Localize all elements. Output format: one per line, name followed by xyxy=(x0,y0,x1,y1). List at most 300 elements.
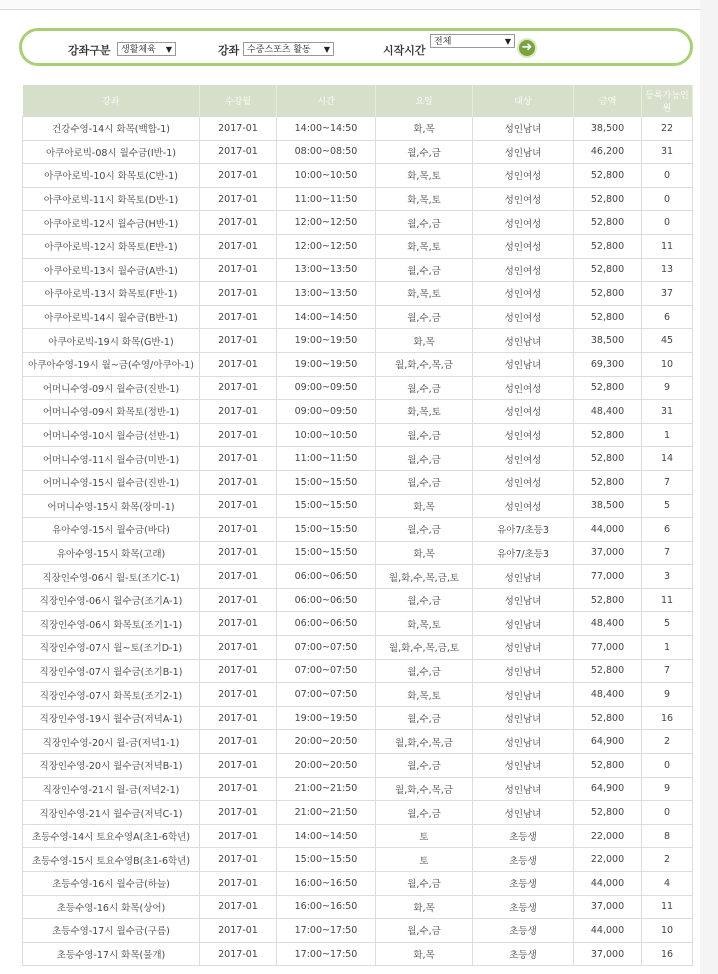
table-row[interactable] xyxy=(23,801,693,825)
cell-available: 11 xyxy=(642,234,693,258)
cell-target: 성인남녀 xyxy=(473,140,574,164)
cell-days: 월,수,금 xyxy=(376,140,473,164)
cell-course[interactable]: 아쿠아로빅-14시 월수금(B반-1) xyxy=(23,305,200,329)
cell-days: 화,목 xyxy=(376,494,473,518)
cell-days: 화,목,토 xyxy=(376,683,473,707)
cell-target: 성인남녀 xyxy=(473,636,574,660)
cell-course[interactable]: 아쿠아수영-19시 월~금(수영/아쿠아-1) xyxy=(23,352,200,376)
table-row[interactable] xyxy=(23,541,693,565)
cell-available: 11 xyxy=(642,588,693,612)
cell-month: 2017-01 xyxy=(200,541,277,565)
cell-time: 19:00~19:50 xyxy=(277,329,376,353)
cell-target: 성인남녀 xyxy=(473,706,574,730)
cell-month: 2017-01 xyxy=(200,801,277,825)
cell-month: 2017-01 xyxy=(200,754,277,778)
search-panel xyxy=(19,28,693,66)
cell-course[interactable]: 직장인수영-21시 월수금(저녁C-1) xyxy=(23,801,200,825)
cell-available: 16 xyxy=(642,942,693,966)
cell-price: 52,800 xyxy=(574,754,642,778)
cell-available: 9 xyxy=(642,376,693,400)
cell-month: 2017-01 xyxy=(200,824,277,848)
cell-course[interactable]: 아쿠아로빅-12시 월수금(H반-1) xyxy=(23,211,200,235)
cell-time: 21:00~21:50 xyxy=(277,801,376,825)
cell-time: 13:00~13:50 xyxy=(277,258,376,282)
cell-time: 21:00~21:50 xyxy=(277,777,376,801)
cell-course[interactable]: 어머니수영-15시 월수금(진반-1) xyxy=(23,470,200,494)
table-row[interactable] xyxy=(23,258,693,282)
browser-top-edge xyxy=(0,0,700,10)
col-header-days: 요일 xyxy=(376,85,473,117)
cell-time: 08:00~08:50 xyxy=(277,140,376,164)
table-row[interactable] xyxy=(23,305,693,329)
cell-days: 월,수,금 xyxy=(376,659,473,683)
cell-month: 2017-01 xyxy=(200,329,277,353)
cell-time: 07:00~07:50 xyxy=(277,636,376,660)
cell-month: 2017-01 xyxy=(200,494,277,518)
cell-target: 성인남녀 xyxy=(473,117,574,141)
cell-days: 월,수,금 xyxy=(376,588,473,612)
cell-price: 22,000 xyxy=(574,848,642,872)
table-row[interactable] xyxy=(23,612,693,636)
cell-time: 19:00~19:50 xyxy=(277,706,376,730)
category-label: 강좌구분 xyxy=(68,44,111,57)
cell-available: 1 xyxy=(642,423,693,447)
cell-target: 성인여성 xyxy=(473,376,574,400)
table-row[interactable] xyxy=(23,447,693,471)
cell-target: 성인여성 xyxy=(473,470,574,494)
cell-course[interactable]: 아쿠아로빅-08시 월수금(I반-1) xyxy=(23,140,200,164)
cell-available: 31 xyxy=(642,400,693,424)
cell-price: 48,400 xyxy=(574,683,642,707)
cell-price: 46,200 xyxy=(574,140,642,164)
cell-price: 52,800 xyxy=(574,447,642,471)
cell-month: 2017-01 xyxy=(200,470,277,494)
cell-days: 월,수,금 xyxy=(376,376,473,400)
col-header-price: 금액 xyxy=(574,85,642,117)
cell-available: 0 xyxy=(642,801,693,825)
cell-time: 14:00~14:50 xyxy=(277,305,376,329)
category-select[interactable] xyxy=(117,42,176,56)
cell-price: 52,800 xyxy=(574,376,642,400)
cell-available: 0 xyxy=(642,187,693,211)
cell-course[interactable]: 초등수영-15시 토요수영B(초1-6학년) xyxy=(23,848,200,872)
cell-time: 06:00~06:50 xyxy=(277,588,376,612)
start-time-select-value: 전체 xyxy=(434,37,452,47)
cell-days: 화,목 xyxy=(376,117,473,141)
cell-month: 2017-01 xyxy=(200,305,277,329)
cell-course[interactable]: 직장인수영-07시 화목토(조기2-1) xyxy=(23,683,200,707)
cell-days: 화,목,토 xyxy=(376,164,473,188)
table-row[interactable] xyxy=(23,777,693,801)
col-header-course: 강좌 xyxy=(23,85,200,117)
cell-month: 2017-01 xyxy=(200,234,277,258)
cell-month: 2017-01 xyxy=(200,942,277,966)
cell-time: 20:00~20:50 xyxy=(277,754,376,778)
cell-month: 2017-01 xyxy=(200,919,277,943)
table-row[interactable] xyxy=(23,659,693,683)
cell-month: 2017-01 xyxy=(200,895,277,919)
table-row[interactable] xyxy=(23,754,693,778)
cell-time: 20:00~20:50 xyxy=(277,730,376,754)
cell-available: 16 xyxy=(642,706,693,730)
cell-available: 9 xyxy=(642,683,693,707)
cell-target: 성인여성 xyxy=(473,423,574,447)
cell-days: 화,목,토 xyxy=(376,234,473,258)
cell-time: 15:00~15:50 xyxy=(277,470,376,494)
table-row[interactable] xyxy=(23,470,693,494)
cell-time: 17:00~17:50 xyxy=(277,919,376,943)
cell-course[interactable]: 건강수영-14시 화목(백합-1) xyxy=(23,117,200,141)
cell-available: 8 xyxy=(642,824,693,848)
cell-time: 15:00~15:50 xyxy=(277,848,376,872)
cell-available: 37 xyxy=(642,282,693,306)
cell-price: 52,800 xyxy=(574,164,642,188)
chevron-down-icon: ▼ xyxy=(323,45,330,54)
cell-target: 성인남녀 xyxy=(473,329,574,353)
cell-course[interactable]: 아쿠아로빅-19시 화목(G반-1) xyxy=(23,329,200,353)
category-select-value: 생활체육 xyxy=(121,45,156,55)
cell-target: 성인남녀 xyxy=(473,612,574,636)
table-row[interactable] xyxy=(23,211,693,235)
cell-target: 성인남녀 xyxy=(473,588,574,612)
table-row[interactable] xyxy=(23,187,693,211)
cell-month: 2017-01 xyxy=(200,518,277,542)
cell-days: 화,목,토 xyxy=(376,187,473,211)
cell-days: 월,수,금 xyxy=(376,919,473,943)
cell-month: 2017-01 xyxy=(200,706,277,730)
cell-price: 52,800 xyxy=(574,211,642,235)
cell-price: 52,800 xyxy=(574,258,642,282)
table-header-row xyxy=(23,85,693,117)
cell-available: 31 xyxy=(642,140,693,164)
cell-price: 52,800 xyxy=(574,305,642,329)
start-time-select[interactable] xyxy=(430,34,515,48)
cell-target: 성인남녀 xyxy=(473,777,574,801)
cell-days: 화,목,토 xyxy=(376,400,473,424)
cell-time: 14:00~14:50 xyxy=(277,824,376,848)
cell-days: 월,화,수,목,금 xyxy=(376,352,473,376)
cell-month: 2017-01 xyxy=(200,211,277,235)
col-header-time: 시간 xyxy=(277,85,376,117)
table-row[interactable] xyxy=(23,518,693,542)
col-header-month: 수강월 xyxy=(200,85,277,117)
cell-course[interactable]: 어머니수영-11시 월수금(미반-1) xyxy=(23,447,200,471)
cell-month: 2017-01 xyxy=(200,117,277,141)
cell-month: 2017-01 xyxy=(200,423,277,447)
cell-days: 월,수,금 xyxy=(376,872,473,896)
cell-available: 4 xyxy=(642,872,693,896)
cell-month: 2017-01 xyxy=(200,376,277,400)
cell-price: 37,000 xyxy=(574,942,642,966)
cell-month: 2017-01 xyxy=(200,258,277,282)
cell-price: 38,500 xyxy=(574,329,642,353)
search-go-button[interactable] xyxy=(517,38,537,58)
cell-time: 11:00~11:50 xyxy=(277,447,376,471)
cell-available: 13 xyxy=(642,258,693,282)
cell-course[interactable]: 초등수영-17시 월수금(구름) xyxy=(23,919,200,943)
cell-course[interactable]: 어머니수영-15시 화목(장미-1) xyxy=(23,494,200,518)
cell-course[interactable]: 어머니수영-09시 화목토(정반-1) xyxy=(23,400,200,424)
cell-days: 월,수,금 xyxy=(376,754,473,778)
cell-available: 3 xyxy=(642,565,693,589)
cell-course[interactable]: 직장인수영-20시 월-금(저녁1-1) xyxy=(23,730,200,754)
cell-price: 77,000 xyxy=(574,565,642,589)
cell-time: 10:00~10:50 xyxy=(277,423,376,447)
cell-course[interactable]: 초등수영-16시 화목(상어) xyxy=(23,895,200,919)
cell-month: 2017-01 xyxy=(200,777,277,801)
cell-course[interactable]: 직장인수영-07시 월~토(조기D-1) xyxy=(23,636,200,660)
cell-month: 2017-01 xyxy=(200,164,277,188)
cell-month: 2017-01 xyxy=(200,659,277,683)
table-row[interactable] xyxy=(23,376,693,400)
start-time-label: 시작시간 xyxy=(383,44,426,57)
cell-month: 2017-01 xyxy=(200,636,277,660)
cell-available: 14 xyxy=(642,447,693,471)
cell-days: 월,수,금 xyxy=(376,447,473,471)
cell-target: 성인여성 xyxy=(473,258,574,282)
col-header-available: 등록가능인원 xyxy=(642,85,693,117)
cell-course[interactable]: 어머니수영-10시 월수금(선반-1) xyxy=(23,423,200,447)
cell-available: 22 xyxy=(642,117,693,141)
cell-month: 2017-01 xyxy=(200,447,277,471)
cell-price: 69,300 xyxy=(574,352,642,376)
cell-course[interactable]: 직장인수영-21시 월-금(저녁2-1) xyxy=(23,777,200,801)
table-row[interactable] xyxy=(23,164,693,188)
cell-target: 성인여성 xyxy=(473,234,574,258)
cell-available: 10 xyxy=(642,352,693,376)
col-header-target: 대상 xyxy=(473,85,574,117)
cell-days: 월,수,금 xyxy=(376,518,473,542)
table-row[interactable] xyxy=(23,234,693,258)
cell-target: 성인남녀 xyxy=(473,730,574,754)
table-body xyxy=(23,117,693,966)
cell-days: 화,목,토 xyxy=(376,612,473,636)
course-label: 강좌 xyxy=(218,44,240,57)
cell-time: 10:00~10:50 xyxy=(277,164,376,188)
cell-target: 성인남녀 xyxy=(473,683,574,707)
cell-days: 월,수,금 xyxy=(376,423,473,447)
cell-time: 06:00~06:50 xyxy=(277,612,376,636)
cell-days: 토 xyxy=(376,824,473,848)
cell-target: 성인여성 xyxy=(473,494,574,518)
cell-month: 2017-01 xyxy=(200,683,277,707)
course-table xyxy=(22,85,693,966)
cell-available: 6 xyxy=(642,518,693,542)
cell-time: 11:00~11:50 xyxy=(277,187,376,211)
cell-time: 09:00~09:50 xyxy=(277,376,376,400)
cell-course[interactable]: 아쿠아로빅-13시 월수금(A반-1) xyxy=(23,258,200,282)
cell-price: 37,000 xyxy=(574,895,642,919)
cell-course[interactable]: 직장인수영-06시 월-토(조기C-1) xyxy=(23,565,200,589)
cell-price: 52,800 xyxy=(574,187,642,211)
cell-days: 화,목,토 xyxy=(376,282,473,306)
cell-target: 초등생 xyxy=(473,872,574,896)
cell-available: 5 xyxy=(642,612,693,636)
table-row[interactable] xyxy=(23,895,693,919)
cell-price: 48,400 xyxy=(574,612,642,636)
cell-days: 월,수,금 xyxy=(376,258,473,282)
cell-price: 44,000 xyxy=(574,518,642,542)
cell-available: 10 xyxy=(642,919,693,943)
course-select-value: 수중스포츠 활동 xyxy=(247,45,311,55)
cell-price: 52,800 xyxy=(574,234,642,258)
cell-available: 7 xyxy=(642,470,693,494)
cell-time: 17:00~17:50 xyxy=(277,942,376,966)
cell-target: 성인여성 xyxy=(473,164,574,188)
table-row[interactable] xyxy=(23,282,693,306)
cell-days: 월,화,수,목,금 xyxy=(376,730,473,754)
cell-course[interactable]: 직장인수영-07시 월수금(조기B-1) xyxy=(23,659,200,683)
cell-target: 성인남녀 xyxy=(473,754,574,778)
cell-available: 0 xyxy=(642,211,693,235)
table-row[interactable] xyxy=(23,352,693,376)
cell-time: 15:00~15:50 xyxy=(277,494,376,518)
cell-month: 2017-01 xyxy=(200,282,277,306)
cell-days: 월,화,수,목,금,토 xyxy=(376,636,473,660)
cell-target: 초등생 xyxy=(473,919,574,943)
cell-course[interactable]: 아쿠아로빅-10시 화목토(C반-1) xyxy=(23,164,200,188)
cell-time: 19:00~19:50 xyxy=(277,352,376,376)
cell-available: 45 xyxy=(642,329,693,353)
table-row[interactable] xyxy=(23,872,693,896)
cell-time: 07:00~07:50 xyxy=(277,683,376,707)
cell-target: 성인여성 xyxy=(473,447,574,471)
cell-days: 월,화,수,목,금,토 xyxy=(376,565,473,589)
cell-target: 성인여성 xyxy=(473,211,574,235)
cell-target: 성인여성 xyxy=(473,305,574,329)
cell-time: 16:00~16:50 xyxy=(277,895,376,919)
cell-price: 52,800 xyxy=(574,801,642,825)
cell-price: 64,900 xyxy=(574,730,642,754)
table-row[interactable] xyxy=(23,494,693,518)
cell-time: 12:00~12:50 xyxy=(277,211,376,235)
cell-price: 77,000 xyxy=(574,636,642,660)
cell-target: 유아7/초등3 xyxy=(473,541,574,565)
table-row[interactable] xyxy=(23,400,693,424)
cell-target: 초등생 xyxy=(473,824,574,848)
table-row[interactable] xyxy=(23,683,693,707)
cell-time: 12:00~12:50 xyxy=(277,234,376,258)
cell-month: 2017-01 xyxy=(200,352,277,376)
cell-price: 52,800 xyxy=(574,423,642,447)
cell-target: 성인남녀 xyxy=(473,659,574,683)
cell-month: 2017-01 xyxy=(200,588,277,612)
cell-available: 1 xyxy=(642,636,693,660)
cell-course[interactable]: 유아수영-15시 월수금(바다) xyxy=(23,518,200,542)
cell-month: 2017-01 xyxy=(200,565,277,589)
table-row[interactable] xyxy=(23,636,693,660)
cell-target: 초등생 xyxy=(473,895,574,919)
table-row[interactable] xyxy=(23,824,693,848)
cell-target: 초등생 xyxy=(473,942,574,966)
cell-target: 초등생 xyxy=(473,848,574,872)
cell-course[interactable]: 직장인수영-20시 월수금(저녁B-1) xyxy=(23,754,200,778)
cell-course[interactable]: 아쿠아로빅-11시 화목토(D반-1) xyxy=(23,187,200,211)
cell-course[interactable]: 초등수영-17시 화목(물개) xyxy=(23,942,200,966)
cell-days: 월,수,금 xyxy=(376,706,473,730)
cell-available: 5 xyxy=(642,494,693,518)
course-select[interactable] xyxy=(243,42,334,56)
cell-price: 48,400 xyxy=(574,400,642,424)
cell-available: 7 xyxy=(642,541,693,565)
table-row[interactable] xyxy=(23,919,693,943)
cell-available: 7 xyxy=(642,659,693,683)
cell-course[interactable]: 유아수영-15시 화목(고래) xyxy=(23,541,200,565)
cell-target: 성인남녀 xyxy=(473,352,574,376)
cell-course[interactable]: 초등수영-14시 토요수영A(초1-6학년) xyxy=(23,824,200,848)
cell-price: 44,000 xyxy=(574,872,642,896)
cell-month: 2017-01 xyxy=(200,400,277,424)
cell-course[interactable]: 직장인수영-19시 월수금(저녁A-1) xyxy=(23,706,200,730)
cell-price: 52,800 xyxy=(574,659,642,683)
cell-days: 화,목 xyxy=(376,541,473,565)
cell-course[interactable]: 직장인수영-06시 월수금(조기A-1) xyxy=(23,588,200,612)
cell-course[interactable]: 아쿠아로빅-13시 화목토(F반-1) xyxy=(23,282,200,306)
table-row[interactable] xyxy=(23,588,693,612)
page-scrollbar[interactable] xyxy=(700,0,718,974)
cell-days: 월,수,금 xyxy=(376,470,473,494)
table-row[interactable] xyxy=(23,329,693,353)
cell-course[interactable]: 어머니수영-09시 월수금(진반-1) xyxy=(23,376,200,400)
table-row[interactable] xyxy=(23,942,693,966)
cell-available: 11 xyxy=(642,895,693,919)
cell-days: 월,수,금 xyxy=(376,305,473,329)
cell-price: 38,500 xyxy=(574,117,642,141)
cell-time: 13:00~13:50 xyxy=(277,282,376,306)
cell-days: 월,화,수,목,금 xyxy=(376,777,473,801)
chevron-down-icon: ▼ xyxy=(504,37,511,46)
cell-target: 성인여성 xyxy=(473,282,574,306)
cell-available: 6 xyxy=(642,305,693,329)
cell-days: 토 xyxy=(376,848,473,872)
cell-time: 09:00~09:50 xyxy=(277,400,376,424)
table-row[interactable] xyxy=(23,117,693,141)
cell-price: 22,000 xyxy=(574,824,642,848)
cell-available: 2 xyxy=(642,848,693,872)
cell-course[interactable]: 아쿠아로빅-12시 화목토(E반-1) xyxy=(23,234,200,258)
cell-time: 07:00~07:50 xyxy=(277,659,376,683)
cell-days: 화,목 xyxy=(376,329,473,353)
cell-target: 성인여성 xyxy=(473,400,574,424)
table-row[interactable] xyxy=(23,140,693,164)
cell-target: 성인여성 xyxy=(473,187,574,211)
cell-target: 성인남녀 xyxy=(473,801,574,825)
cell-course[interactable]: 초등수영-16시 월수금(하늘) xyxy=(23,872,200,896)
cell-month: 2017-01 xyxy=(200,140,277,164)
table-row[interactable] xyxy=(23,706,693,730)
cell-available: 9 xyxy=(642,777,693,801)
cell-available: 0 xyxy=(642,754,693,778)
cell-time: 06:00~06:50 xyxy=(277,565,376,589)
cell-days: 월,수,금 xyxy=(376,801,473,825)
cell-month: 2017-01 xyxy=(200,872,277,896)
table-row[interactable] xyxy=(23,565,693,589)
cell-time: 15:00~15:50 xyxy=(277,541,376,565)
cell-month: 2017-01 xyxy=(200,187,277,211)
table-row[interactable] xyxy=(23,730,693,754)
table-row[interactable] xyxy=(23,423,693,447)
cell-price: 64,900 xyxy=(574,777,642,801)
table-row[interactable] xyxy=(23,848,693,872)
cell-course[interactable]: 직장인수영-06시 화목토(조기1-1) xyxy=(23,612,200,636)
arrow-right-icon: ➜ xyxy=(521,40,533,55)
cell-month: 2017-01 xyxy=(200,848,277,872)
cell-available: 0 xyxy=(642,164,693,188)
cell-month: 2017-01 xyxy=(200,730,277,754)
cell-month: 2017-01 xyxy=(200,612,277,636)
cell-price: 52,800 xyxy=(574,470,642,494)
cell-time: 15:00~15:50 xyxy=(277,518,376,542)
